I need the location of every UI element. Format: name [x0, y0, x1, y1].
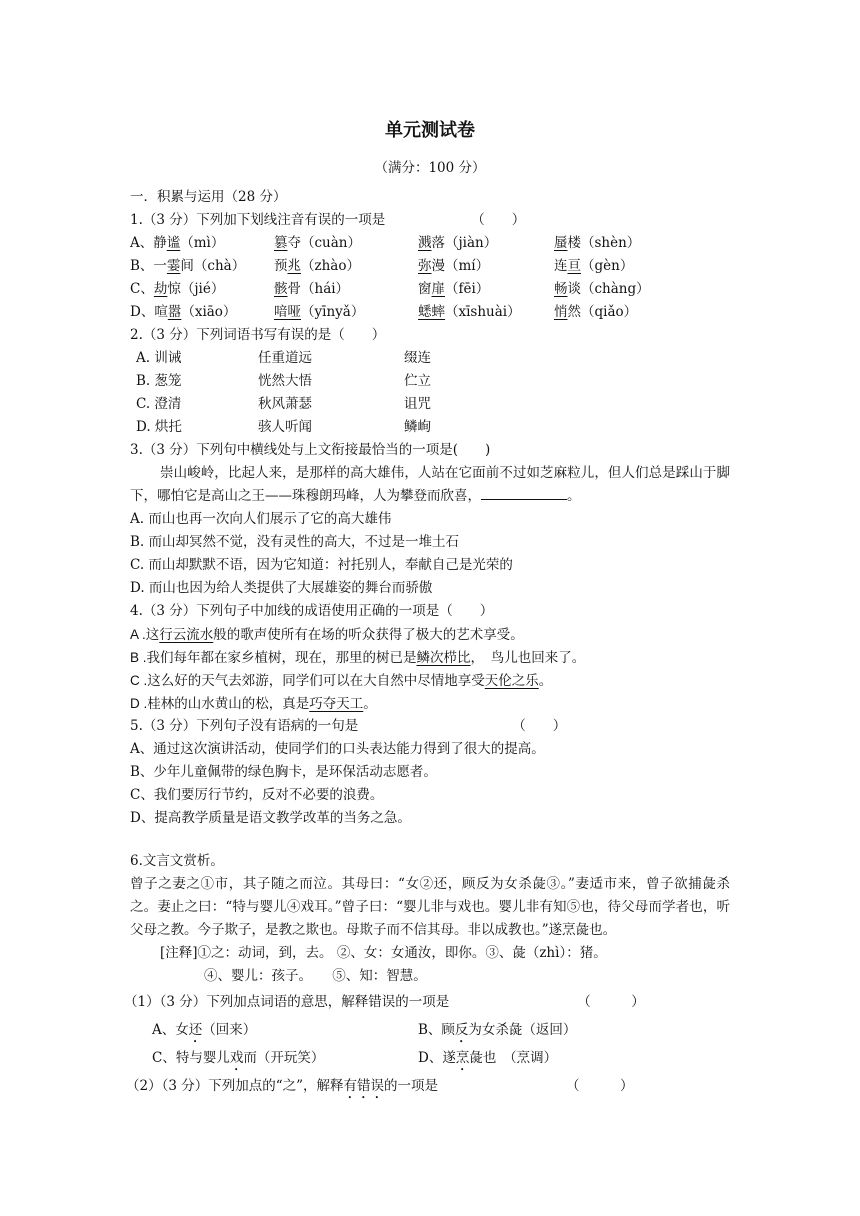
underlined-word: 谧 [166, 235, 181, 251]
pinyin-item: 骸骨（hái） [274, 281, 350, 297]
word-item: 缀连 [404, 350, 431, 366]
pinyin-item: 弥漫（mí） [418, 258, 490, 274]
exam-content [124, 116, 730, 1100]
word-item: 伫立 [404, 373, 431, 389]
word-item: D. 烘托 [136, 419, 182, 435]
option-b: B、顾反为女杀彘（返回） [418, 1022, 577, 1038]
option-row [130, 370, 730, 393]
option-row: D .桂林的山水黄山的松，真是巧夺天工。 [130, 696, 377, 711]
pinyin-item: C、劫惊（jié） [130, 281, 225, 297]
answer-blank [481, 485, 567, 500]
word-item: 恍然大悟 [258, 373, 312, 389]
underlined-word: 骸 [274, 281, 288, 297]
pinyin-item: A、静谧（mì） [130, 235, 225, 251]
sub-question-2-stem: （2）（3 分）下列加点的“之”，解释有错误的一项是 （ ） [126, 1078, 634, 1094]
underlined-idiom: 巧夺天工 [309, 696, 364, 711]
question-1-options [130, 232, 730, 324]
word-item: 任重道远 [258, 350, 312, 366]
word-item: 骇人听闻 [258, 419, 312, 435]
option-row: A .这行云流水般的歌声使所有在场的听众获得了极大的艺术享受。 [130, 627, 524, 642]
pinyin-item: B、一霎间（chà） [130, 258, 246, 274]
sub-question-1-stem: （1）（3 分）下列加点词语的意思，解释错误的一项是 （ ） [124, 994, 645, 1010]
sub-question-1-options-row [130, 1044, 730, 1072]
question-2-options [130, 347, 730, 439]
pinyin-item: 连亘（gèn） [554, 258, 634, 274]
underlined-idiom: 鳞次栉比 [416, 650, 471, 665]
underlined-word: 喑哑 [274, 304, 301, 320]
sub-question-1-options-row [130, 1016, 730, 1044]
option-row: C .这么好的天气去郊游，同学们可以在大自然中尽情地享受天伦之乐。 [130, 673, 553, 688]
option-row [130, 301, 730, 324]
option-row [130, 278, 730, 301]
option-row [130, 255, 730, 278]
pinyin-item: 悄然（qiǎo） [554, 304, 638, 320]
option-row: D、提高教学质量是语文教学改革的当务之急。 [130, 810, 411, 826]
underlined-word: 霎 [166, 258, 181, 274]
option-row [130, 347, 730, 370]
pinyin-item: 喑哑（yīnyǎ） [274, 304, 365, 320]
option-row: C、我们要厉行节约，反对不必要的浪费。 [130, 787, 384, 803]
option-row: B. 而山却冥然不觉，没有灵性的高大，不过是一堆土石 [130, 534, 460, 550]
pinyin-item: 窗扉（fēi） [418, 281, 490, 297]
classical-passage: 曾子之妻之①市，其子随之而泣。其母曰：“女②还，顾反为女杀彘③。”妻适市来，曾子欲捕彘杀之。妻止之曰：“特与婴儿④戏耳。”曾子曰：“婴儿非与戏也。婴儿非有知⑤也，待父母而学者也，听父母之教。今子欺子，是教之欺也。母欺子而不信其母。非以成教也。”遂烹彘也。 [130, 876, 730, 938]
option-row [130, 393, 730, 416]
pinyin-item: 蟋蟀（xīshuài） [418, 304, 521, 320]
option-row: D. 而山也因为给人类提供了大展雄姿的舞台而骄傲 [130, 580, 433, 596]
underlined-word: 嚣 [167, 304, 182, 320]
word-item: 秋风萧瑟 [258, 396, 312, 412]
option-row [130, 416, 730, 439]
underlined-word: 兆 [287, 258, 301, 274]
pinyin-item: 溅落（jiàn） [418, 235, 498, 251]
question-4-stem: 4.（3 分）下列句子中加线的成语使用正确的一项是（ ） [130, 603, 494, 619]
underlined-idiom: 行云流水 [159, 627, 214, 642]
question-3-stem: 3.（3 分）下列句中横线处与上文衔接最恰当的一项是( ) [130, 442, 491, 458]
option-d: D、遂烹彘也 （烹调） [418, 1050, 558, 1066]
underlined-word: 悄 [554, 304, 568, 320]
underlined-word: 篡 [274, 235, 288, 251]
option-a: A、女还（回来） [152, 1022, 257, 1038]
section-heading: 一．积累与运用（28 分） [130, 189, 287, 205]
page-subtitle: （满分：100 分） [374, 160, 486, 176]
underlined-word: 蟋蟀 [418, 304, 445, 320]
word-item: 鳞峋 [404, 419, 431, 435]
underlined-word: 畅 [554, 281, 568, 297]
question-3-passage: 崇山峻岭，比起人来，是那样的高大雄伟，人站在它面前不过如芝麻粒儿，但人们总是踩山于脚下，哪怕它是高山之王——珠穆朗玛峰，人为攀登而欣喜， 。 [130, 465, 730, 504]
underlined-word: 弥 [418, 258, 432, 274]
option-c: C、特与婴儿戏而（开玩笑） [152, 1050, 325, 1066]
question-2-stem: 2.（3 分）下列词语书写有误的是（ ） [130, 327, 386, 343]
option-row: C. 而山却默默不语，因为它知道：衬托别人，奉献自己是光荣的 [130, 557, 513, 573]
pinyin-item: 篡夺（cuàn） [274, 235, 361, 251]
option-row [130, 232, 730, 255]
question-1-stem: 1.（3 分）下列加下划线注音有误的一项是 （ ） [130, 212, 526, 228]
option-row: B、少年儿童佩带的绿色胸卡，是环保活动志愿者。 [130, 764, 437, 780]
annotation-line-2: ④、婴儿：孩子。 ⑤、知：智慧。 [204, 968, 427, 984]
question-4-options [130, 623, 730, 715]
option-row: B .我们每年都在家乡植树，现在，那里的树已是鳞次栉比， 鸟儿也回来了。 [130, 650, 586, 665]
question-5-stem: 5.（3 分）下列句子没有语病的一句是 （ ） [130, 718, 567, 734]
underlined-word: 亘 [567, 258, 581, 274]
underlined-word: 蜃 [554, 235, 568, 251]
pinyin-item: 蜃楼（shèn） [554, 235, 641, 251]
question-6-stem: 6.文言文赏析。 [130, 853, 224, 869]
pinyin-item: 畅谈（chàng） [554, 281, 650, 297]
word-item: B. 葱笼 [136, 373, 182, 389]
underlined-word: 溅 [418, 235, 432, 251]
option-row: A. 而山也再一次向人们展示了它的高大雄伟 [130, 511, 392, 527]
page-title: 单元测试卷 [385, 120, 475, 141]
underlined-word: 劫 [153, 281, 168, 297]
pinyin-item: 预兆（zhào） [274, 258, 360, 274]
annotation-line-1: [注释]①之：动词，到，去。 ②、女：女通汝，即你。③、彘（zhì）：猪。 [160, 945, 607, 961]
underlined-idiom: 天伦之乐 [484, 673, 539, 688]
underlined-word: 扉 [431, 281, 445, 297]
word-item: C. 澄清 [136, 396, 182, 412]
word-item: A. 训诫 [136, 350, 182, 366]
word-item: 诅咒 [404, 396, 431, 412]
option-row: A、通过这次演讲活动，使同学们的口头表达能力得到了很大的提高。 [130, 741, 545, 757]
pinyin-item: D、喧嚣（xiāo） [130, 304, 237, 320]
